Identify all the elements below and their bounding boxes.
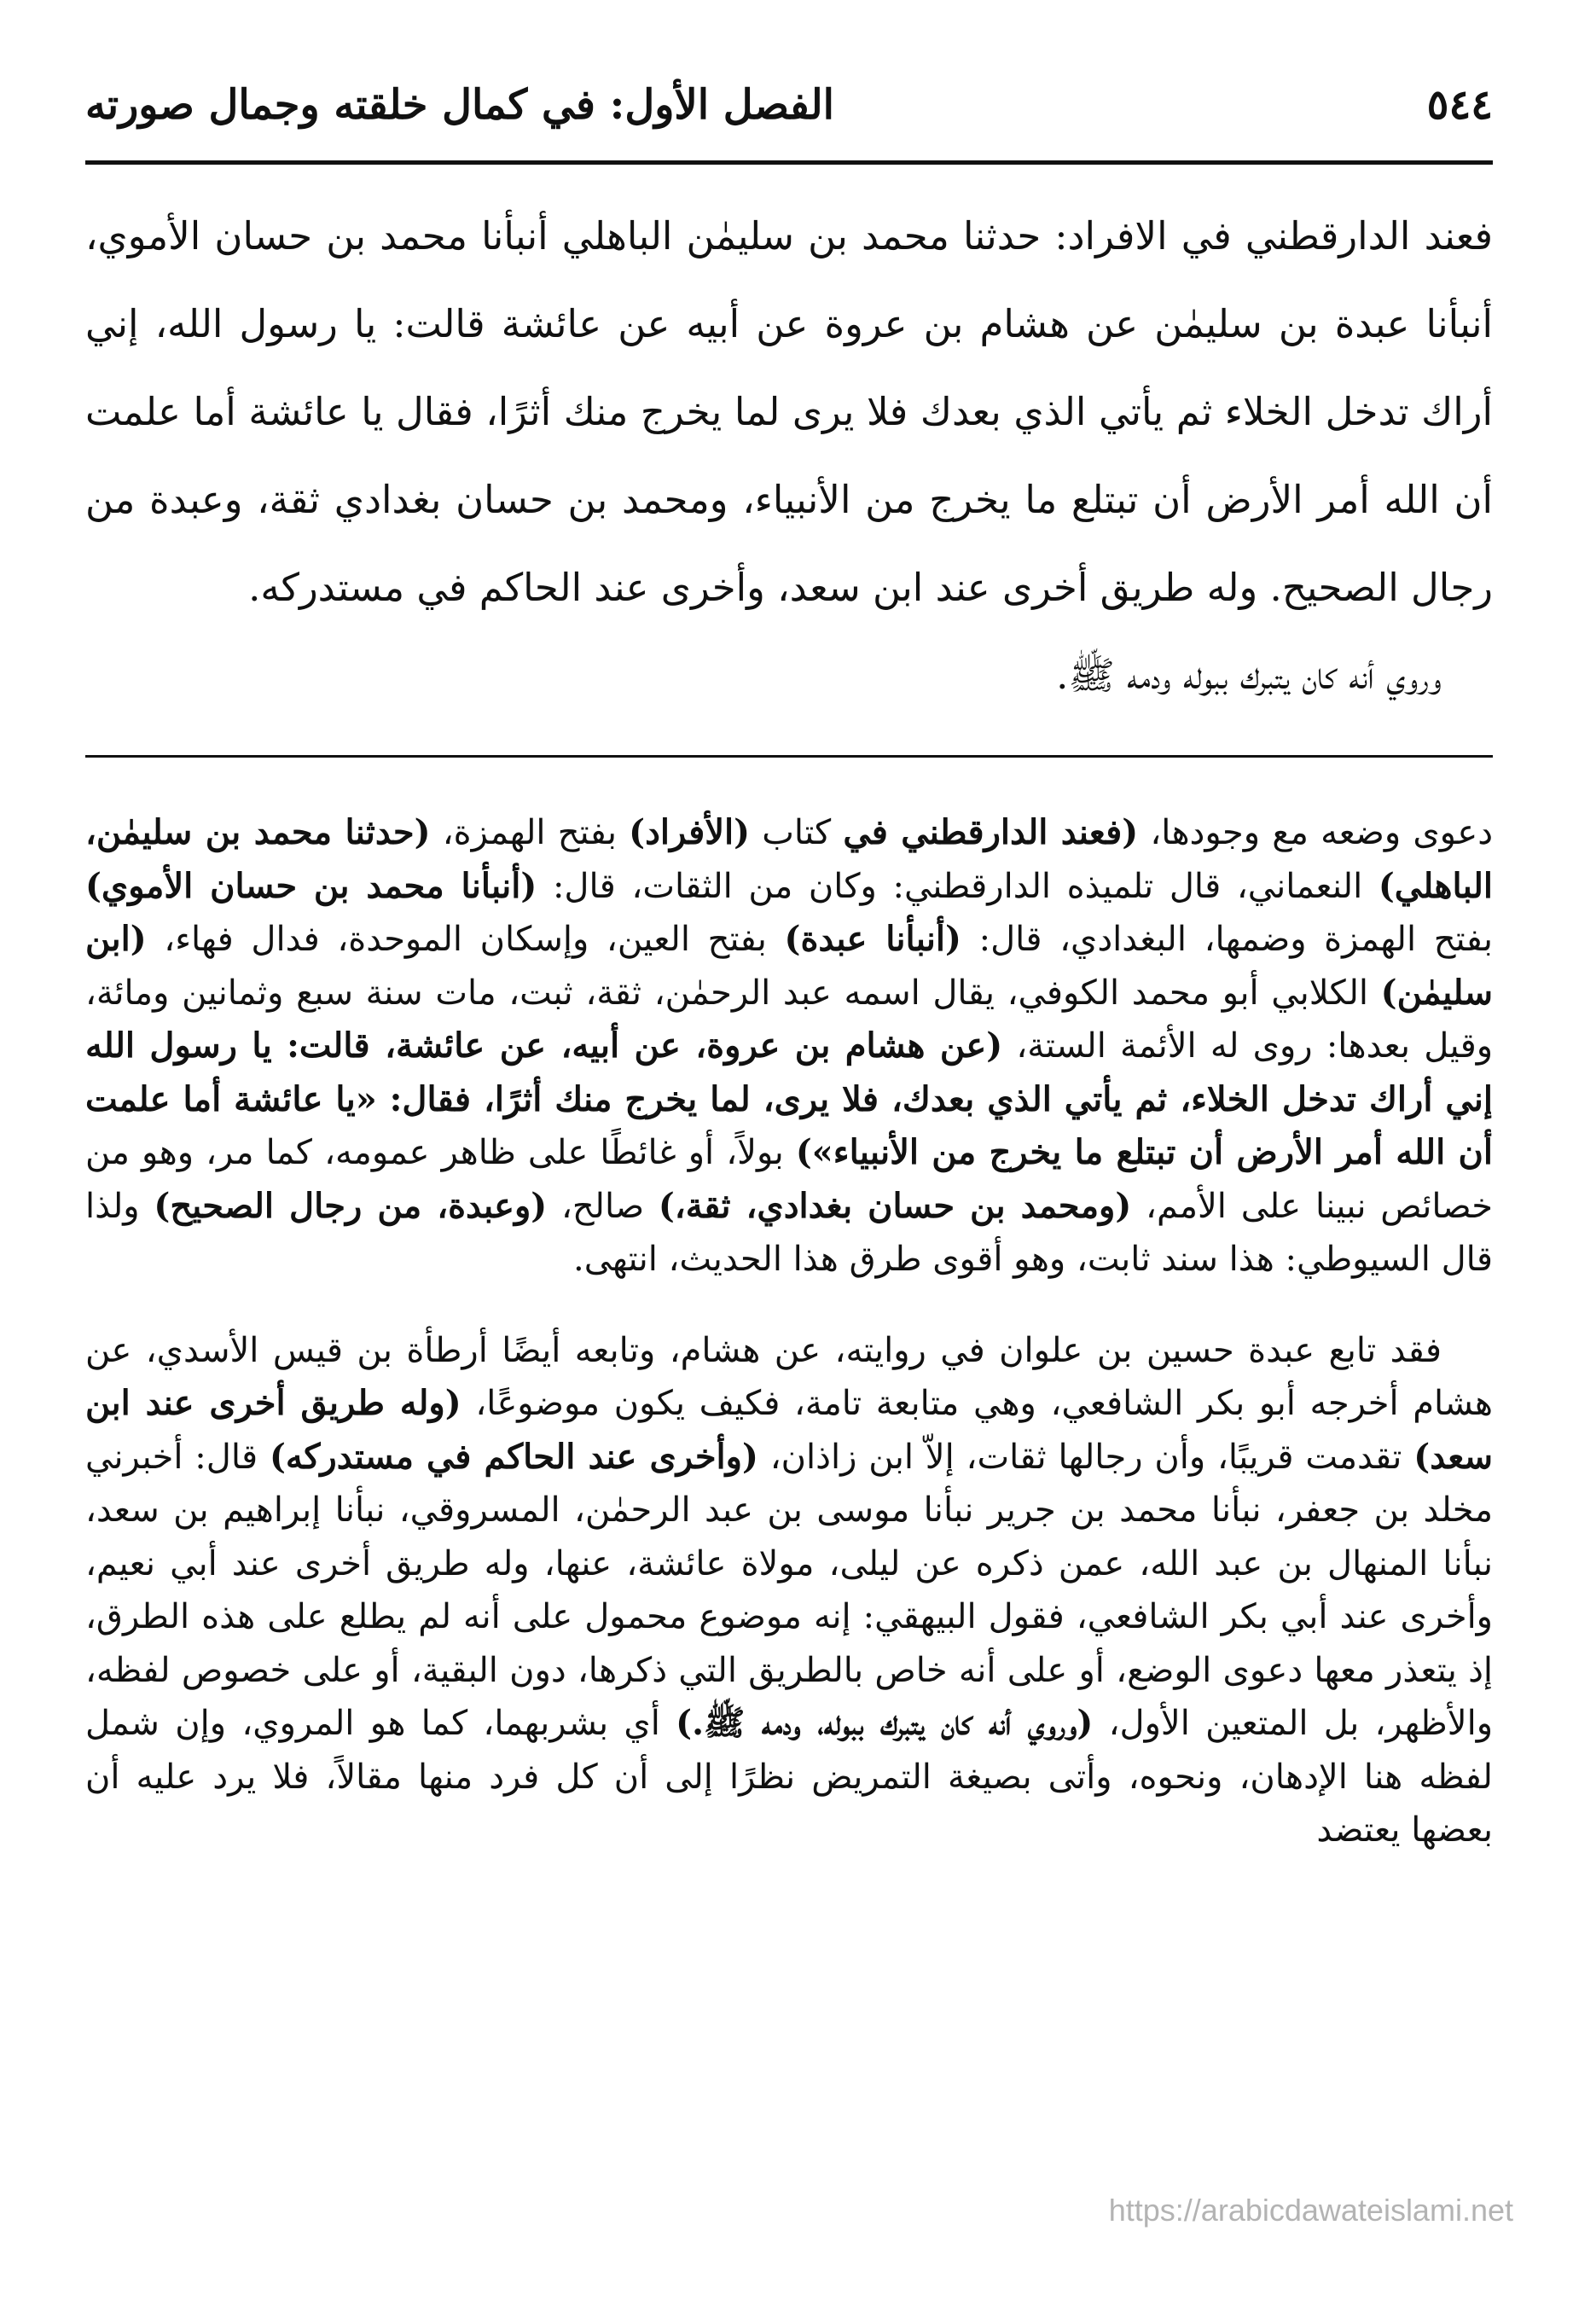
- main-text: [85, 192, 1493, 719]
- quoted-matn-run: (عن هشام بن عروة، عن أبيه، عن عائشة، قالت: يا رسول الله إني أراك تدخل الخلاء، ثم يأتي الذي بعدك، فلا يرى، لما يخرج منك أثرًا، فقال: «يا عائشة أما علمت أن الله أمر الأرض أن تبتلع ما يخرج من الأنبياء»): [85, 1025, 1494, 1172]
- commentary-run: بفتح الهمزة وضمها، البغدادي، قال:: [961, 920, 1493, 959]
- quoted-matn-run: (أنبأنا محمد بن حسان الأموي): [85, 865, 537, 906]
- quoted-matn-run: (وأخرى عند الحاكم في مستدركه): [269, 1436, 758, 1477]
- commentary-run: أي بشربهما، كما هو المروي، وإن شمل لفظه هنا الإدهان، ونحوه، وأتى بصيغة التمريض نظرًا إلى أن كل فرد منها مقالاً، فلا يرد عليه أن بعضها يعتضد: [85, 1704, 1493, 1850]
- commentary-run: بفتح العين، وإسكان الموحدة، فدال فهاء،: [146, 920, 785, 959]
- quoted-matn-run: (وله طريق أخرى عند ابن سعد): [85, 1383, 1493, 1477]
- commentary-run: تقدمت قريبًا، وأن رجالها ثقات، إلاّ ابن زاذان،: [757, 1437, 1414, 1477]
- commentary-run: بفتح الهمزة،: [430, 813, 630, 852]
- quoted-matn-run: (ابن سليمٰن): [85, 919, 1493, 1013]
- page-number: ٥٤٤: [1426, 81, 1493, 129]
- main-text-paragraph: وروي أنه كان يتبرك ببوله ودمه ﷺ.: [1056, 653, 1442, 698]
- section-divider: [85, 755, 1493, 758]
- commentary-run: فقد تابع عبدة حسين بن علوان في روايته، عن هشام، وتابعه أيضًا أرطأة بن قيس الأسدي، عن هشام أخرجه أبو بكر الشافعي، وهي متابعة تامة، فكيف يكون موضوعًا،: [85, 1330, 1493, 1423]
- quoted-matn-run: (وعبدة، من رجال الصحيح): [154, 1185, 548, 1226]
- quoted-matn-run: (ومحمد بن حسان بغدادي، ثقة،): [658, 1185, 1132, 1226]
- header-divider: [85, 160, 1493, 165]
- quoted-matn-run: (الأفراد): [629, 812, 751, 852]
- commentary-paragraph: [85, 1324, 1493, 1857]
- main-text-paragraph: فعند الدارقطني في الافراد: حدثنا محمد بن سليمٰن الباهلي أنبأنا محمد بن حسان الأموي، أنبأنا عبدة بن سليمٰن عن هشام بن عروة عن أبيه عن عائشة قالت: يا رسول الله، إني أراك تدخل الخلاء ثم يأتي الذي بعدك فلا يرى لما يخرج منك أثرًا، فقال يا عائشة أما علمت أن الله أمر الأرض أن تبتلع ما يخرج من الأنبياء، ومحمد بن حسان بغدادي ثقة، وعبدة من رجال الصحيح. وله طريق أخرى عند ابن سعد، وأخرى عند الحاكم في مستدركه.: [85, 213, 1493, 610]
- quoted-matn-run: (أنبأنا عبدة): [784, 919, 961, 959]
- commentary-run: قال: أخبرني مخلد بن جعفر، نبأنا محمد بن جرير نبأنا موسى بن عبد الرحمٰن، المسروقي، نبأنا إبراهيم بن سعد، نبأنا المنهال بن عبد الله، عمن ذكره عن ليلى، مولاة عائشة، عنها، وله طريق أخرى عند أبي نعيم، وأخرى عند أبي بكر الشافعي، فقول البيهقي: إنه موضوع محمول على أنه لم يطلع على هذه الطرق، إذ يتعذر معها دعوى الوضع، أو على أنه خاص بالطريق التي ذكرها، دون البقية، أو على خصوص لفظه، والأظهر، بل المتعين الأول،: [85, 1437, 1494, 1743]
- commentary-paragraph: [85, 806, 1493, 1287]
- commentary-run: ولذا قال السيوطي: هذا سند ثابت، وهو أقوى طرق هذا الحديث، انتهى.: [85, 1186, 1493, 1279]
- page-header: [85, 81, 1493, 149]
- quoted-matn-run: (وروي أنه كان يتبرك ببوله، ودمه ﷺ.): [676, 1703, 1094, 1743]
- commentary-run: الكلابي أبو محمد الكوفي، يقال اسمه عبد الرحمٰن، ثقة، ثبت، مات سنة سبع وثمانين ومائة، وقيل بعدها: روى له الأئمة الستة،: [85, 973, 1494, 1066]
- commentary-text: [85, 806, 1493, 1857]
- commentary-run: دعوى وضعه مع وجودها،: [1138, 813, 1494, 852]
- quoted-matn-run: (حدثنا محمد بن سليمٰن، الباهلي): [85, 812, 1494, 906]
- running-title: الفصل الأول: في كمال خلقته وجمال صورته: [85, 81, 835, 129]
- watermark: https://arabicdawateislami.net: [1108, 2193, 1513, 2228]
- commentary-run: بولاً، أو غائطًا على ظاهر عمومه، كما مر، وهو من خصائص نبينا على الأمم،: [85, 1133, 1493, 1226]
- commentary-run: صالح،: [547, 1186, 659, 1226]
- commentary-run: النعماني، قال تلميذه الدارقطني: وكان من الثقات، قال:: [537, 866, 1379, 906]
- commentary-run: كتاب: [750, 813, 844, 852]
- quoted-matn-run: (فعند الدارقطني في: [843, 812, 1139, 852]
